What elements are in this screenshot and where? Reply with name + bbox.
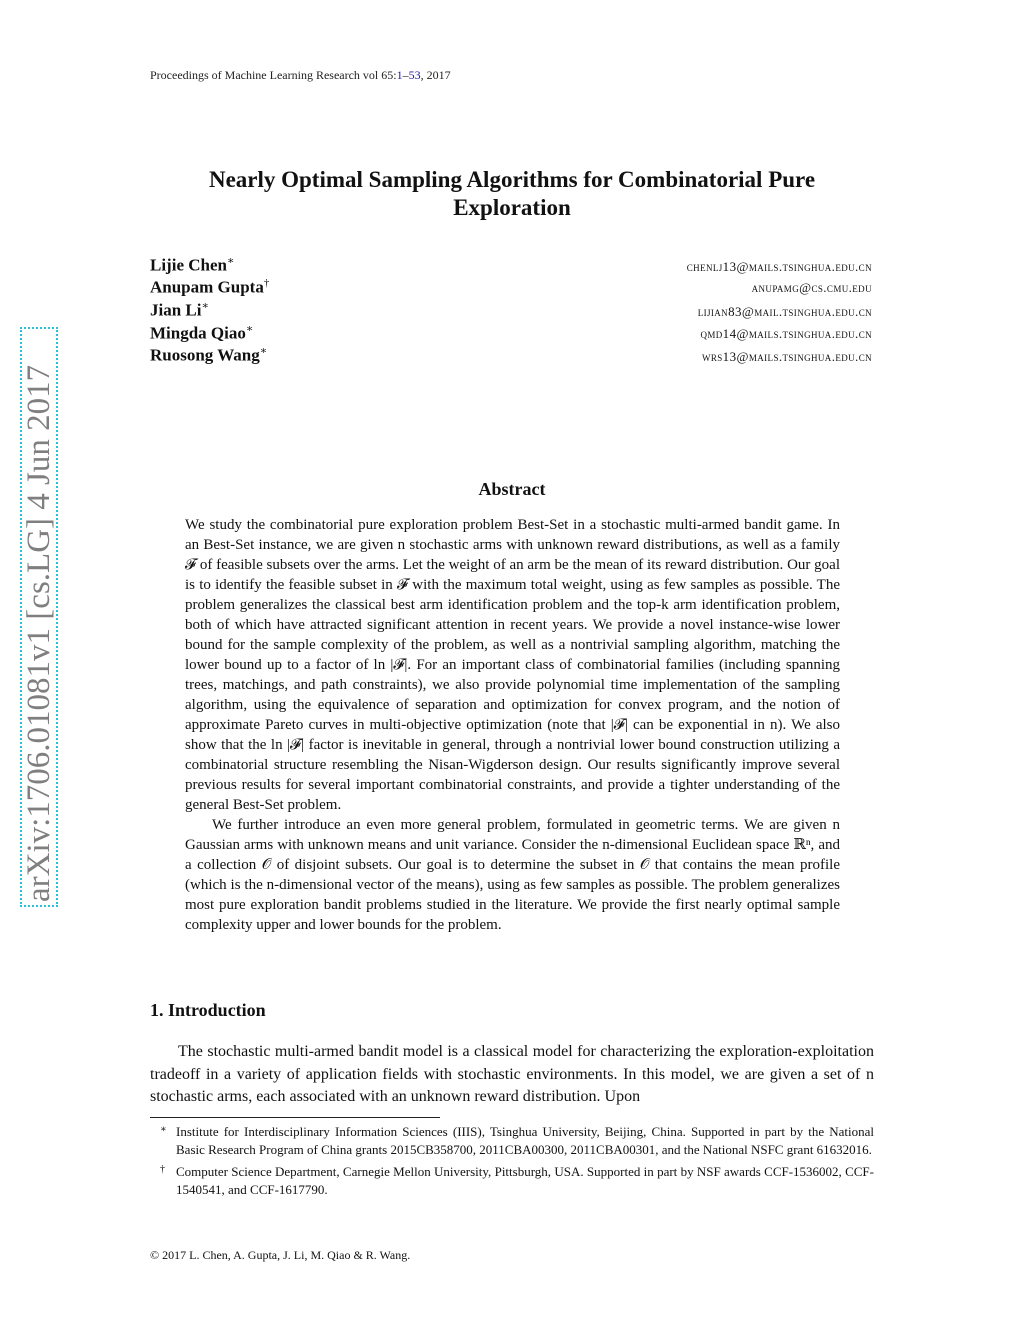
author-name: Jian Li∗ <box>150 300 209 320</box>
abstract-body <box>185 515 840 935</box>
header-prefix: Proceedings of Machine Learning Research vol 65: <box>150 68 397 82</box>
author-name: Lijie Chen∗ <box>150 255 235 275</box>
author-name: Mingda Qiao∗ <box>150 322 254 343</box>
page-range-dash: – <box>402 68 409 82</box>
author-row <box>150 299 872 322</box>
author-email[interactable]: lijian83@mail.tsinghua.edu.cn <box>697 303 872 319</box>
author-affiliation-mark: ∗ <box>226 255 235 267</box>
author-name: Anupam Gupta† <box>150 276 270 297</box>
author-row <box>150 344 872 367</box>
footnote-text: Institute for Interdisciplinary Information Sciences (IIIS), Tsinghua University, Beijing, China. Supported in part by the National Basic Research Program of China grants 2015CB358700, 2011CBA00300, 2011CBA00301, and the National NSFC grant 61632016. <box>176 1124 874 1157</box>
copyright-notice: © 2017 L. Chen, A. Gupta, J. Li, M. Qiao & R. Wang. <box>150 1248 411 1262</box>
footnote-text: Computer Science Department, Carnegie Mellon University, Pittsburgh, USA. Supported in part by NSF awards CCF-1536002, CCF-1540541, and CCF-1617790. <box>176 1164 874 1197</box>
section-heading-introduction: 1. Introduction <box>150 1000 266 1020</box>
running-header <box>150 68 451 83</box>
author-affiliation-mark: ∗ <box>201 300 209 312</box>
author-email[interactable]: chenlj13@mails.tsinghua.edu.cn <box>686 258 872 274</box>
footnote-divider <box>150 1117 440 1118</box>
introduction-paragraph: The stochastic multi-armed bandit model is a classical model for characterizing the exploration-exploitation tradeoff in a variety of application fields with stochastic environments. In this model, we are given a set of n stochastic arms, each associated with an unknown reward distribution. Upon <box>150 1043 874 1105</box>
footnote <box>160 1163 874 1199</box>
author-name: Ruosong Wang∗ <box>150 345 268 365</box>
arxiv-identifier-stamp: arXiv:1706.01081v1 [cs.LG] 4 Jun 2017 <box>19 326 59 908</box>
author-affiliation-mark: ∗ <box>245 322 254 335</box>
author-email[interactable]: wrs13@mails.tsinghua.edu.cn <box>701 348 872 364</box>
author-email[interactable]: anupamg@cs.cmu.edu <box>751 280 872 296</box>
footnote <box>160 1123 874 1159</box>
header-suffix: , 2017 <box>420 68 451 82</box>
footnotes <box>160 1123 874 1203</box>
abstract-paragraph: We study the combinatorial pure exploration problem Best-Set in a stochastic multi-armed bandit game. In an Best-Set instance, we are given n stochastic arms with unknown reward distributions, as well as a family 𝓕 of feasible subsets over the arms. Let the weight of an arm be the mean of its reward distribution. Our goal is to identify the feasible subset in 𝓕 with the maximum total weight, using as few samples as possible. The problem generalizes the classical best arm identification problem and the top-k arm identification problem, both of which have attracted significant attention in recent years. We provide a novel instance-wise lower bound for the sample complexity of the problem, as well as a nontrivial sampling algorithm, matching the lower bound up to a factor of ln |𝓕|. For an important class of combinatorial families (including spanning trees, matchings, and path constraints), we also provide polynomial time implementation of the sampling algorithm, using the equivalence of separation and optimization for convex program, and the notion of approximate Pareto curves in multi-objective optimization (note that |𝓕| can be exponential in n). We also show that the ln |𝓕| factor is inevitable in general, through a nontrivial lower bound construction utilizing a combinatorial structure resembling the Nisan-Wigderson design. Our results significantly improve several previous results for several important combinatorial constraints, and provide a tighter understanding of the general Best-Set problem. <box>185 517 840 813</box>
author-block <box>150 254 872 367</box>
author-email[interactable]: qmd14@mails.tsinghua.edu.cn <box>700 326 872 342</box>
page-end-link[interactable]: 53 <box>408 68 421 82</box>
author-affiliation-mark: ∗ <box>259 345 268 357</box>
author-row <box>150 277 872 300</box>
abstract-paragraph: We further introduce an even more general problem, formulated in geometric terms. We are given n Gaussian arms with unknown means and unit variance. Consider the n-dimensional Euclidean space ℝⁿ, and a collection 𝒪 of disjoint subsets. Our goal is to determine the subset in 𝒪 that contains the mean profile (which is the n-dimensional vector of the means), using as few samples as possible. The problem generalizes most pure exploration bandit problems studied in the literature. We provide the first nearly optimal sample complexity upper and lower bounds for the problem. <box>185 817 840 933</box>
author-row <box>150 254 872 277</box>
footnote-mark: † <box>160 1164 165 1175</box>
author-row <box>150 322 872 345</box>
author-affiliation-mark: † <box>263 276 270 289</box>
paper-title: Nearly Optimal Sampling Algorithms for Combinatorial Pure Exploration <box>208 167 816 220</box>
page-start-link[interactable]: 1 <box>396 68 403 82</box>
abstract-heading: Abstract <box>478 479 546 499</box>
footnote-mark: ∗ <box>160 1124 167 1135</box>
